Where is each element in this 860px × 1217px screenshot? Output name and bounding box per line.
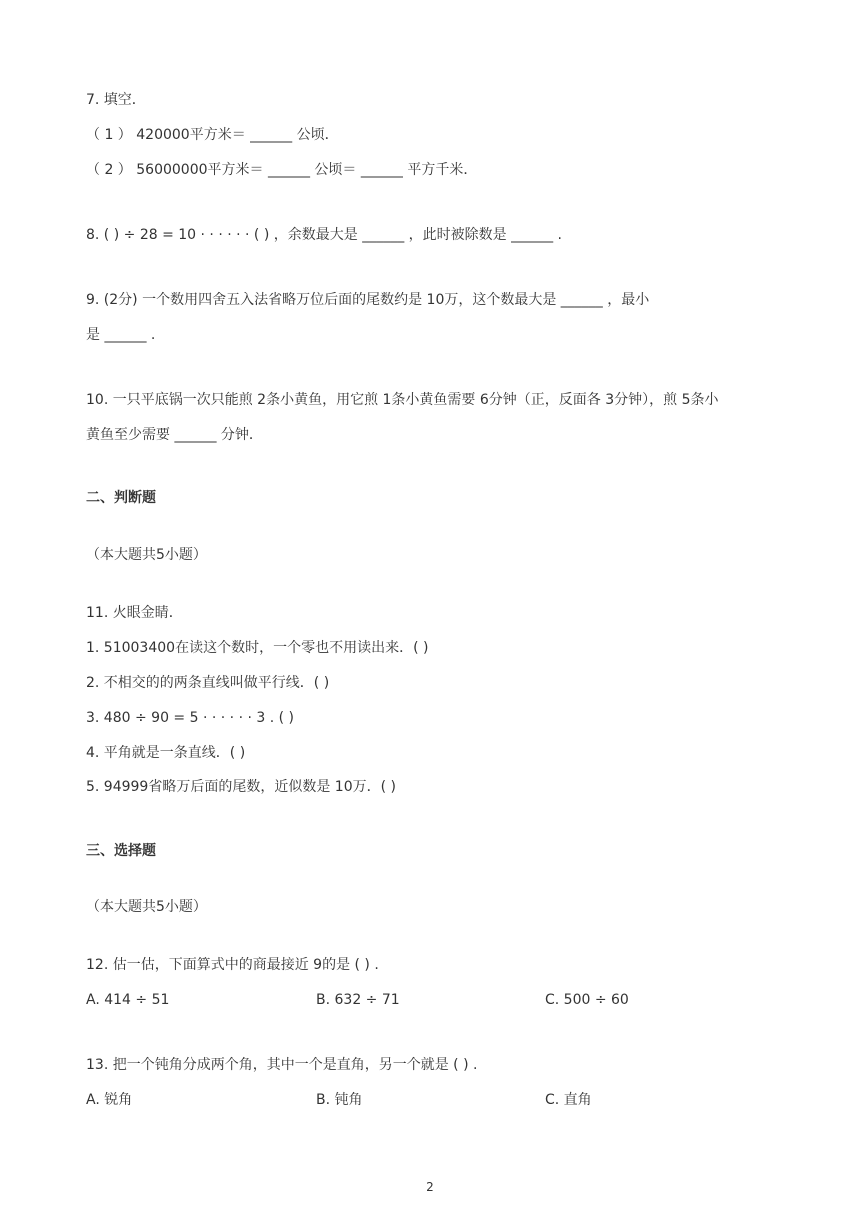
q8-text: 8. ( ) ÷ 28 = 10 · · · · · · ( ) ，余数最大是 ______ ，此时被除数是 ______ . [86, 227, 562, 243]
q12-title: 12. 估一估，下面算式中的商最接近 9的是 ( ) . [86, 957, 379, 973]
q9-line-2: 是 ______ . [86, 327, 156, 343]
q13-option-a: A. 锐角 [86, 1092, 133, 1108]
q11-item-5: 5. 94999省略万后面的尾数，近似数是 10万．( ) [86, 779, 396, 795]
page-number: 2 [426, 1180, 434, 1194]
q11-title: 11. 火眼金睛． [86, 605, 183, 621]
q11-item-1: 1. 51003400在读这个数时，一个零也不用读出来．( ) [86, 640, 429, 656]
q7-item-1: （ 1 ） 420000平方米＝ ______ 公顷． [86, 127, 339, 143]
q7-title: 7. 填空． [86, 92, 146, 108]
q12-option-c: C. 500 ÷ 60 [545, 992, 629, 1008]
q13-title: 13. 把一个钝角分成两个角，其中一个是直角，另一个就是 ( ) . [86, 1057, 478, 1073]
q12-option-a: A. 414 ÷ 51 [86, 992, 170, 1008]
section-3-title: 三、选择题 [86, 843, 156, 859]
q7-item-2: （ 2 ） 56000000平方米＝ ______ 公顷＝ ______ 平方千米． [86, 162, 478, 178]
q9-line-1: 9. (2分) 一个数用四舍五入法省略万位后面的尾数约是 10万，这个数最大是 ______ ，最小 [86, 292, 650, 308]
q13-option-b: B. 钝角 [316, 1092, 363, 1108]
q10-line-1: 10. 一只平底锅一次只能煎 2条小黄鱼，用它煎 1条小黄鱼需要 6分钟（正，反面各 3分钟），煎 5条小 [86, 392, 719, 408]
q11-item-2: 2. 不相交的的两条直线叫做平行线．( ) [86, 675, 330, 691]
section-3-note: （本大题共5小题） [86, 899, 207, 915]
q13-option-c: C. 直角 [545, 1092, 592, 1108]
q11-item-3: 3. 480 ÷ 90 = 5 · · · · · · 3 . ( ) [86, 710, 294, 726]
section-2-title: 二、判断题 [86, 490, 156, 506]
q12-option-b: B. 632 ÷ 71 [316, 992, 400, 1008]
section-2-note: （本大题共5小题） [86, 547, 207, 563]
q10-line-2: 黄鱼至少需要 ______ 分钟． [86, 427, 263, 443]
q11-item-4: 4. 平角就是一条直线．( ) [86, 745, 246, 761]
